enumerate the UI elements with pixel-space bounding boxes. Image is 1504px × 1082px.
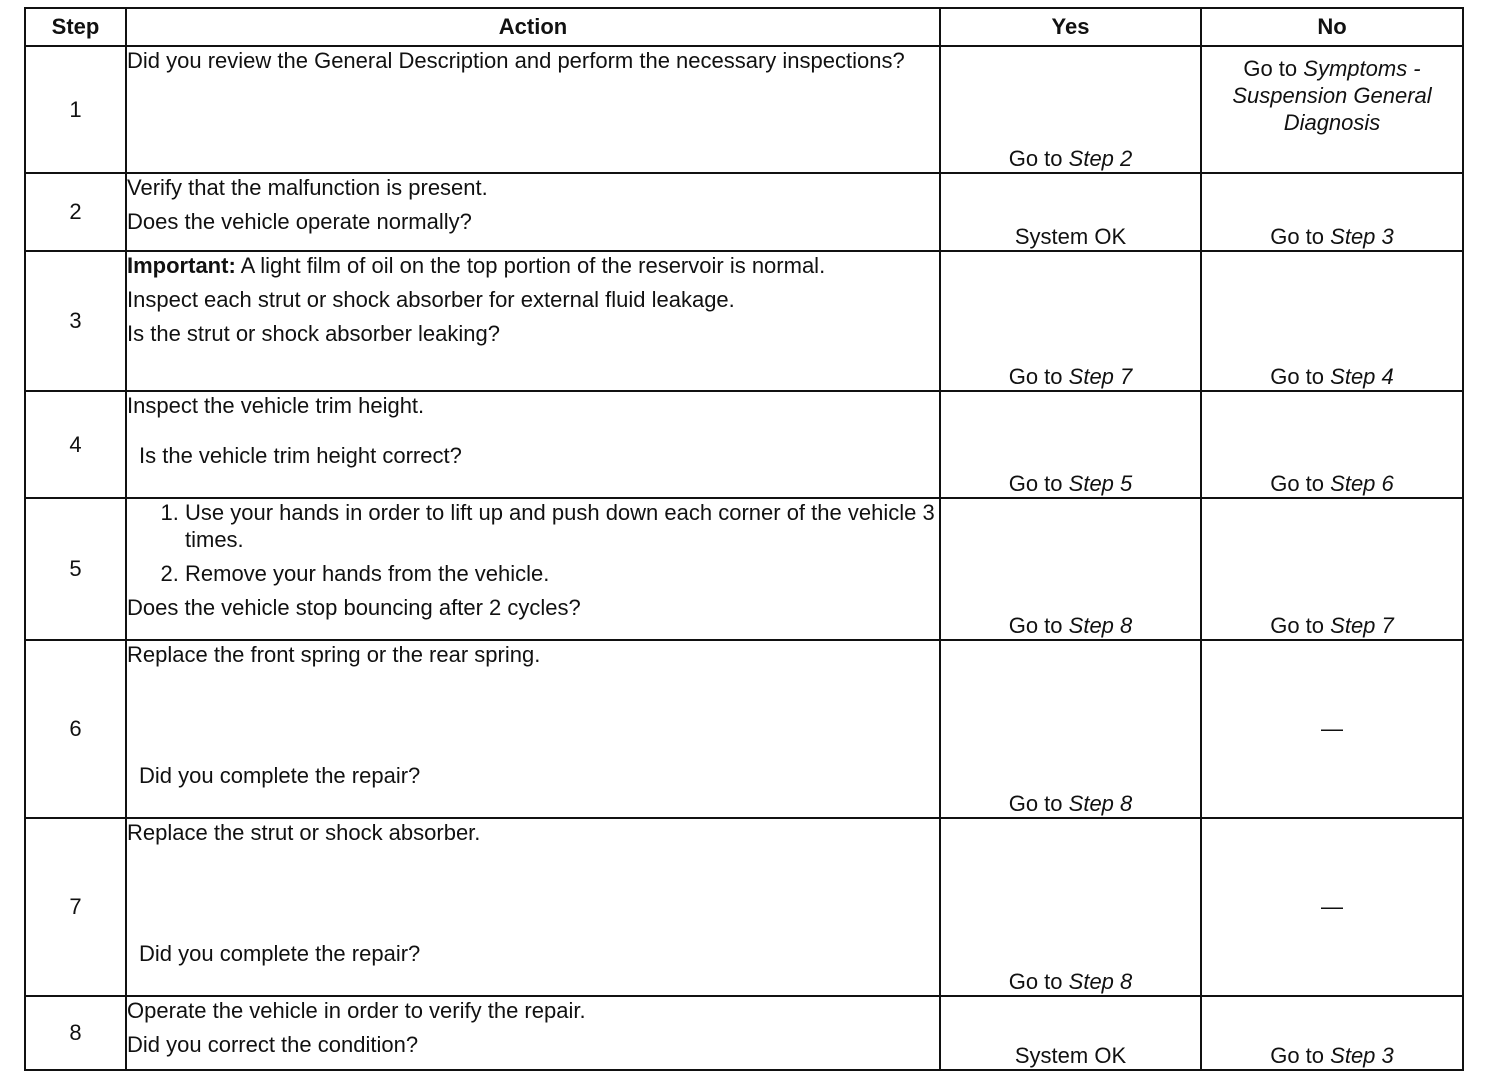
yes-target-link[interactable]: Step 8 [1068, 791, 1133, 816]
action-text: Inspect each strut or shock absorber for external fluid leakage. [127, 287, 735, 312]
action-cell [126, 391, 940, 498]
header-action: Action [126, 8, 940, 46]
header-step: Step [25, 8, 126, 46]
action-text: Did you review the General Description and perform the necessary inspections? [127, 48, 905, 73]
procedure-list [127, 499, 939, 587]
table-row [25, 818, 1463, 996]
yes-target-link[interactable]: Step 5 [1068, 471, 1133, 496]
action-text: Operate the vehicle in order to verify the repair. [127, 998, 586, 1023]
step-number: 3 [25, 251, 126, 391]
step-number: 1 [25, 46, 126, 173]
diagnostic-table [24, 7, 1464, 1071]
action-cell [126, 640, 940, 818]
yes-cell [940, 818, 1201, 996]
action-cell [126, 818, 940, 996]
no-target-link[interactable]: Step 7 [1330, 613, 1394, 638]
no-cell [1201, 498, 1463, 640]
no-target-link[interactable]: Step 6 [1330, 471, 1394, 496]
action-cell [126, 996, 940, 1070]
yes-target-link[interactable]: Step 2 [1068, 146, 1133, 171]
yes-prefix: Go to [1008, 969, 1063, 994]
header-yes: Yes [940, 8, 1201, 46]
yes-cell [940, 391, 1201, 498]
table-row [25, 391, 1463, 498]
yes-prefix: Go to [1008, 471, 1063, 496]
important-text: A light film of oil on the top portion of the reservoir is normal. [240, 253, 826, 278]
step-number: 7 [25, 818, 126, 996]
yes-target-link[interactable]: Step 8 [1068, 969, 1133, 994]
yes-result: System OK [1014, 1043, 1127, 1068]
action-question: Did you correct the condition? [127, 1032, 419, 1057]
yes-prefix: Go to [1008, 146, 1063, 171]
action-question: Is the strut or shock absorber leaking? [127, 321, 500, 346]
list-item: 2. Remove your hands from the vehicle. [185, 560, 939, 587]
action-cell [126, 251, 940, 391]
table-row [25, 640, 1463, 818]
action-text: Replace the front spring or the rear spring. [127, 642, 541, 667]
step-number: 6 [25, 640, 126, 818]
yes-prefix: Go to [1008, 613, 1063, 638]
table-row [25, 996, 1463, 1070]
no-prefix: Go to [1270, 364, 1325, 389]
no-prefix: Go to [1270, 224, 1325, 249]
yes-cell [940, 173, 1201, 251]
no-dash: — [1321, 894, 1343, 919]
yes-target-link[interactable]: Step 7 [1068, 364, 1133, 389]
action-cell [126, 46, 940, 173]
no-prefix: Go to [1270, 471, 1325, 496]
action-text: Replace the strut or shock absorber. [127, 820, 481, 845]
no-target-link[interactable]: Step 4 [1330, 364, 1394, 389]
step-number: 5 [25, 498, 126, 640]
action-question: Is the vehicle trim height correct? [139, 443, 462, 468]
yes-cell [940, 251, 1201, 391]
no-cell [1201, 46, 1463, 173]
no-cell [1201, 996, 1463, 1070]
action-question: Did you complete the repair? [139, 763, 421, 788]
list-item: 1. Use your hands in order to lift up and push down each corner of the vehicle 3 times. [185, 499, 939, 553]
table-row [25, 46, 1463, 173]
important-note [127, 252, 939, 279]
no-prefix: Go to [1270, 613, 1325, 638]
no-target-link[interactable]: Step 3 [1330, 1043, 1394, 1068]
no-prefix: Go to [1243, 56, 1298, 81]
important-label: Important: [127, 253, 236, 278]
yes-cell [940, 996, 1201, 1070]
action-cell [126, 498, 940, 640]
no-cell [1201, 173, 1463, 251]
no-target-link[interactable]: Step 3 [1330, 224, 1394, 249]
yes-prefix: Go to [1008, 364, 1063, 389]
step-number: 2 [25, 173, 126, 251]
no-dash: — [1321, 716, 1343, 741]
action-text: Inspect the vehicle trim height. [127, 393, 425, 418]
no-cell [1201, 391, 1463, 498]
header-no: No [1201, 8, 1463, 46]
table-row [25, 251, 1463, 391]
action-cell [126, 173, 940, 251]
yes-target-link[interactable]: Step 8 [1068, 613, 1133, 638]
no-cell [1201, 251, 1463, 391]
table-row [25, 173, 1463, 251]
no-prefix: Go to [1270, 1043, 1325, 1068]
yes-cell [940, 498, 1201, 640]
action-question: Does the vehicle operate normally? [127, 209, 472, 234]
step-number: 4 [25, 391, 126, 498]
yes-prefix: Go to [1008, 791, 1063, 816]
no-cell [1201, 640, 1463, 818]
no-target-link[interactable]: Symptoms - Suspension General Diagnosis [1232, 56, 1432, 135]
action-question: Does the vehicle stop bouncing after 2 cycles? [127, 595, 581, 620]
step-number: 8 [25, 996, 126, 1070]
header-row [25, 8, 1463, 46]
action-question: Did you complete the repair? [139, 941, 421, 966]
no-cell [1201, 818, 1463, 996]
action-text: Verify that the malfunction is present. [127, 175, 488, 200]
yes-result: System OK [1014, 224, 1127, 249]
yes-cell [940, 46, 1201, 173]
yes-cell [940, 640, 1201, 818]
table-row [25, 498, 1463, 640]
